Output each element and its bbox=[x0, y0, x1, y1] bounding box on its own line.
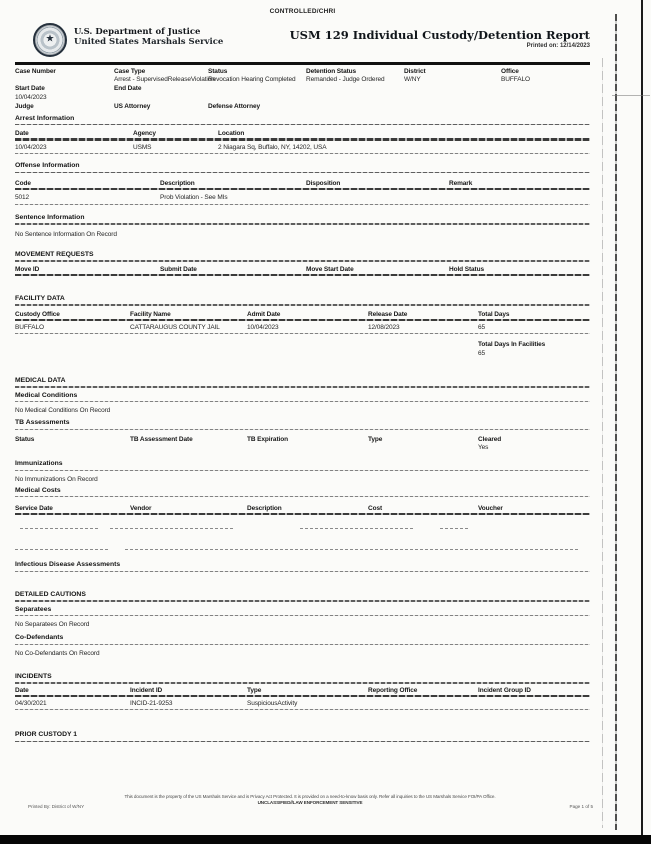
start-date-value: 10/04/2023 bbox=[15, 93, 47, 101]
cell: SuspiciousActivity bbox=[247, 699, 298, 707]
offense-section-title: Offense Information bbox=[15, 162, 80, 170]
offense-header-row bbox=[15, 180, 590, 188]
service-name: United States Marshals Service bbox=[74, 37, 224, 47]
offense-data-row bbox=[15, 194, 590, 202]
sub-rule bbox=[15, 644, 590, 645]
col-header: Status bbox=[15, 435, 35, 443]
department-name: U.S. Department of Justice bbox=[74, 27, 201, 37]
case-type-label: Case Type bbox=[114, 67, 146, 75]
col-header: Release Date bbox=[368, 310, 408, 318]
case-info-row-2 bbox=[15, 85, 590, 102]
col-header: Vendor bbox=[130, 505, 152, 513]
title-block bbox=[290, 23, 590, 49]
cell: 10/04/2023 bbox=[247, 323, 279, 331]
total-days-label: Total Days In Facilities bbox=[478, 341, 546, 349]
footer-printed-by: Printed By: District of W/NY bbox=[28, 804, 85, 809]
arrest-header-row bbox=[15, 130, 590, 138]
case-info-row-3 bbox=[15, 103, 590, 111]
section-rule bbox=[15, 600, 590, 601]
cell bbox=[478, 700, 590, 708]
section-rule bbox=[15, 386, 590, 387]
col-header: Type bbox=[368, 435, 383, 443]
detention-status-value: Remanded - Judge Ordered bbox=[306, 76, 385, 84]
us-attorney-label: US Attorney bbox=[114, 102, 151, 110]
cell: USMS bbox=[133, 143, 152, 151]
doj-seal-icon bbox=[33, 23, 67, 57]
tb-assessments-title: TB Assessments bbox=[15, 419, 70, 427]
section-rule bbox=[15, 741, 590, 742]
arrest-data-row bbox=[15, 144, 590, 152]
table-rule bbox=[15, 274, 590, 276]
incidents-section-title: INCIDENTS bbox=[15, 672, 52, 680]
tb-header-row bbox=[15, 436, 590, 453]
footer-disclaimer-line1: This document is the property of the US Marshals Service and is Privacy Act Protected. It is provided on a need-to-know basis only. Refer all inquiries to the US Marshals Service FOI/PA Office. bbox=[124, 794, 496, 799]
col-header: Custody Office bbox=[15, 310, 60, 318]
sub-rule bbox=[15, 470, 590, 471]
cell bbox=[368, 700, 478, 708]
total-days-value: 65 bbox=[478, 349, 486, 357]
medical-conditions-empty: No Medical Conditions On Record bbox=[15, 407, 111, 415]
detention-status-label: Detention Status bbox=[306, 67, 357, 75]
empty-entry-line bbox=[15, 549, 590, 550]
facility-total-row bbox=[15, 341, 590, 358]
col-header: Facility Name bbox=[130, 310, 171, 318]
col-header: Cleared bbox=[478, 435, 502, 443]
office-value: BUFFALO bbox=[501, 76, 530, 84]
col-header: TB Expiration bbox=[247, 435, 288, 443]
section-rule bbox=[15, 304, 590, 305]
cell: INCID-21-9253 bbox=[130, 699, 173, 707]
scan-artifact-tick bbox=[612, 95, 650, 96]
section-rule bbox=[15, 124, 590, 125]
col-header: Description bbox=[160, 180, 195, 188]
footer-disclaimer-line2: UNCLASSIFIED//LAW ENFORCEMENT SENSITIVE bbox=[257, 799, 363, 805]
movement-header-row bbox=[15, 266, 590, 274]
movement-section-title: MOVEMENT REQUESTS bbox=[15, 250, 94, 258]
facility-data-row bbox=[15, 324, 590, 332]
incidents-header-row bbox=[15, 687, 590, 695]
col-header: Type bbox=[247, 686, 262, 694]
col-header: Date bbox=[15, 130, 29, 138]
row-rule bbox=[15, 333, 590, 334]
facility-section-title: FACILITY DATA bbox=[15, 294, 65, 302]
scan-bottom-bar bbox=[0, 835, 651, 844]
scan-artifact-line bbox=[615, 14, 617, 830]
district-value: W/NY bbox=[404, 76, 421, 84]
sentence-section-title: Sentence Information bbox=[15, 213, 85, 221]
separatees-title: Separatees bbox=[15, 605, 52, 613]
immunizations-title: Immunizations bbox=[15, 460, 63, 468]
codefendants-title: Co-Defendants bbox=[15, 634, 64, 642]
medical-costs-title: Medical Costs bbox=[15, 486, 61, 494]
col-header: Description bbox=[247, 505, 282, 513]
col-header: Service Date bbox=[15, 505, 53, 513]
infectious-title: Infectious Disease Assessments bbox=[15, 561, 121, 569]
col-header: Incident Group ID bbox=[478, 686, 531, 694]
report-header bbox=[15, 23, 590, 57]
footer-page-number: Page 1 of 5 bbox=[569, 804, 593, 809]
col-header: Move ID bbox=[15, 265, 40, 273]
col-header: Total Days bbox=[478, 310, 510, 318]
sub-rule bbox=[15, 615, 590, 616]
costs-header-row bbox=[15, 505, 590, 513]
section-rule bbox=[15, 682, 590, 683]
cell: 12/08/2023 bbox=[368, 323, 400, 331]
case-type-value: Arrest - SupervisedReleaseViolation bbox=[114, 76, 215, 84]
printed-on: Printed on: 12/14/2023 bbox=[526, 43, 590, 49]
agency-block bbox=[74, 23, 223, 47]
col-header: Agency bbox=[133, 130, 156, 138]
cell bbox=[306, 194, 449, 202]
cell: 10/04/2023 bbox=[15, 143, 47, 151]
sub-rule bbox=[15, 429, 590, 430]
case-number-label: Case Number bbox=[15, 67, 56, 75]
facility-header-row bbox=[15, 311, 590, 319]
row-rule bbox=[15, 153, 590, 154]
incidents-data-row bbox=[15, 700, 590, 708]
col-header: Disposition bbox=[306, 180, 341, 188]
sub-rule bbox=[15, 401, 590, 402]
table-rule bbox=[15, 188, 590, 190]
scan-artifact-line bbox=[602, 58, 603, 828]
row-rule bbox=[15, 709, 590, 710]
district-label: District bbox=[404, 67, 426, 75]
cell: 5012 bbox=[15, 194, 30, 202]
col-header: Date bbox=[15, 686, 29, 694]
col-header: Voucher bbox=[478, 505, 503, 513]
col-header: TB Assessment Date bbox=[130, 435, 193, 443]
section-rule bbox=[15, 172, 590, 173]
judge-label: Judge bbox=[15, 102, 34, 110]
col-header: Submit Date bbox=[160, 265, 197, 273]
end-date-label: End Date bbox=[114, 85, 142, 93]
table-rule bbox=[15, 138, 590, 140]
cautions-section-title: DETAILED CAUTIONS bbox=[15, 590, 86, 598]
row-rule bbox=[15, 204, 590, 205]
empty-entry-line bbox=[15, 528, 590, 529]
col-header: Hold Status bbox=[449, 265, 485, 273]
cell: CATTARAUGUS COUNTY JAIL bbox=[130, 323, 220, 331]
office-label: Office bbox=[501, 67, 519, 75]
separatees-empty: No Separatees On Record bbox=[15, 621, 90, 629]
cell: Prob Violation - See MIs bbox=[160, 194, 228, 202]
tb-cleared-value: Yes bbox=[478, 444, 489, 452]
status-label: Status bbox=[208, 67, 228, 75]
medical-conditions-title: Medical Conditions bbox=[15, 391, 78, 399]
header-rule bbox=[15, 62, 590, 65]
cell: 2 Niagara Sq, Buffalo, NY, 14202, USA bbox=[218, 143, 327, 151]
classification-banner: CONTROLLED/CHRI bbox=[269, 8, 336, 15]
start-date-label: Start Date bbox=[15, 85, 45, 93]
cell bbox=[449, 194, 590, 202]
arrest-section-title: Arrest Information bbox=[15, 114, 75, 122]
scan-artifact-line bbox=[641, 0, 643, 836]
section-rule bbox=[15, 260, 590, 261]
col-header: Remark bbox=[449, 180, 473, 188]
defense-attorney-label: Defense Attorney bbox=[208, 102, 260, 110]
sub-rule bbox=[15, 571, 590, 572]
col-header: Location bbox=[218, 130, 245, 138]
table-rule bbox=[15, 319, 590, 321]
codefendants-empty: No Co-Defendants On Record bbox=[15, 649, 100, 657]
sub-rule bbox=[15, 496, 590, 497]
col-header: Move Start Date bbox=[306, 265, 354, 273]
table-rule bbox=[15, 695, 590, 697]
col-header: Cost bbox=[368, 505, 383, 513]
seal-star-glyph: ★ bbox=[45, 33, 55, 45]
cell: BUFFALO bbox=[15, 323, 44, 331]
prior-custody-section-title: PRIOR CUSTODY 1 bbox=[15, 731, 78, 739]
table-rule bbox=[15, 513, 590, 515]
col-header: Code bbox=[15, 180, 31, 188]
section-rule bbox=[15, 223, 590, 224]
cell: 65 bbox=[478, 323, 486, 331]
immunizations-empty: No Immunizations On Record bbox=[15, 475, 98, 483]
report-title: USM 129 Individual Custody/Detention Report bbox=[289, 28, 590, 42]
cell: 04/30/2021 bbox=[15, 699, 47, 707]
col-header: Reporting Office bbox=[368, 686, 418, 694]
medical-section-title: MEDICAL DATA bbox=[15, 376, 66, 384]
col-header: Incident ID bbox=[130, 686, 163, 694]
footer-disclaimer bbox=[70, 794, 550, 805]
sentence-empty-text: No Sentence Information On Record bbox=[15, 230, 117, 238]
col-header: Admit Date bbox=[247, 310, 281, 318]
status-value: Revocation Hearing Completed bbox=[208, 76, 296, 84]
case-info-row-1 bbox=[15, 68, 590, 85]
